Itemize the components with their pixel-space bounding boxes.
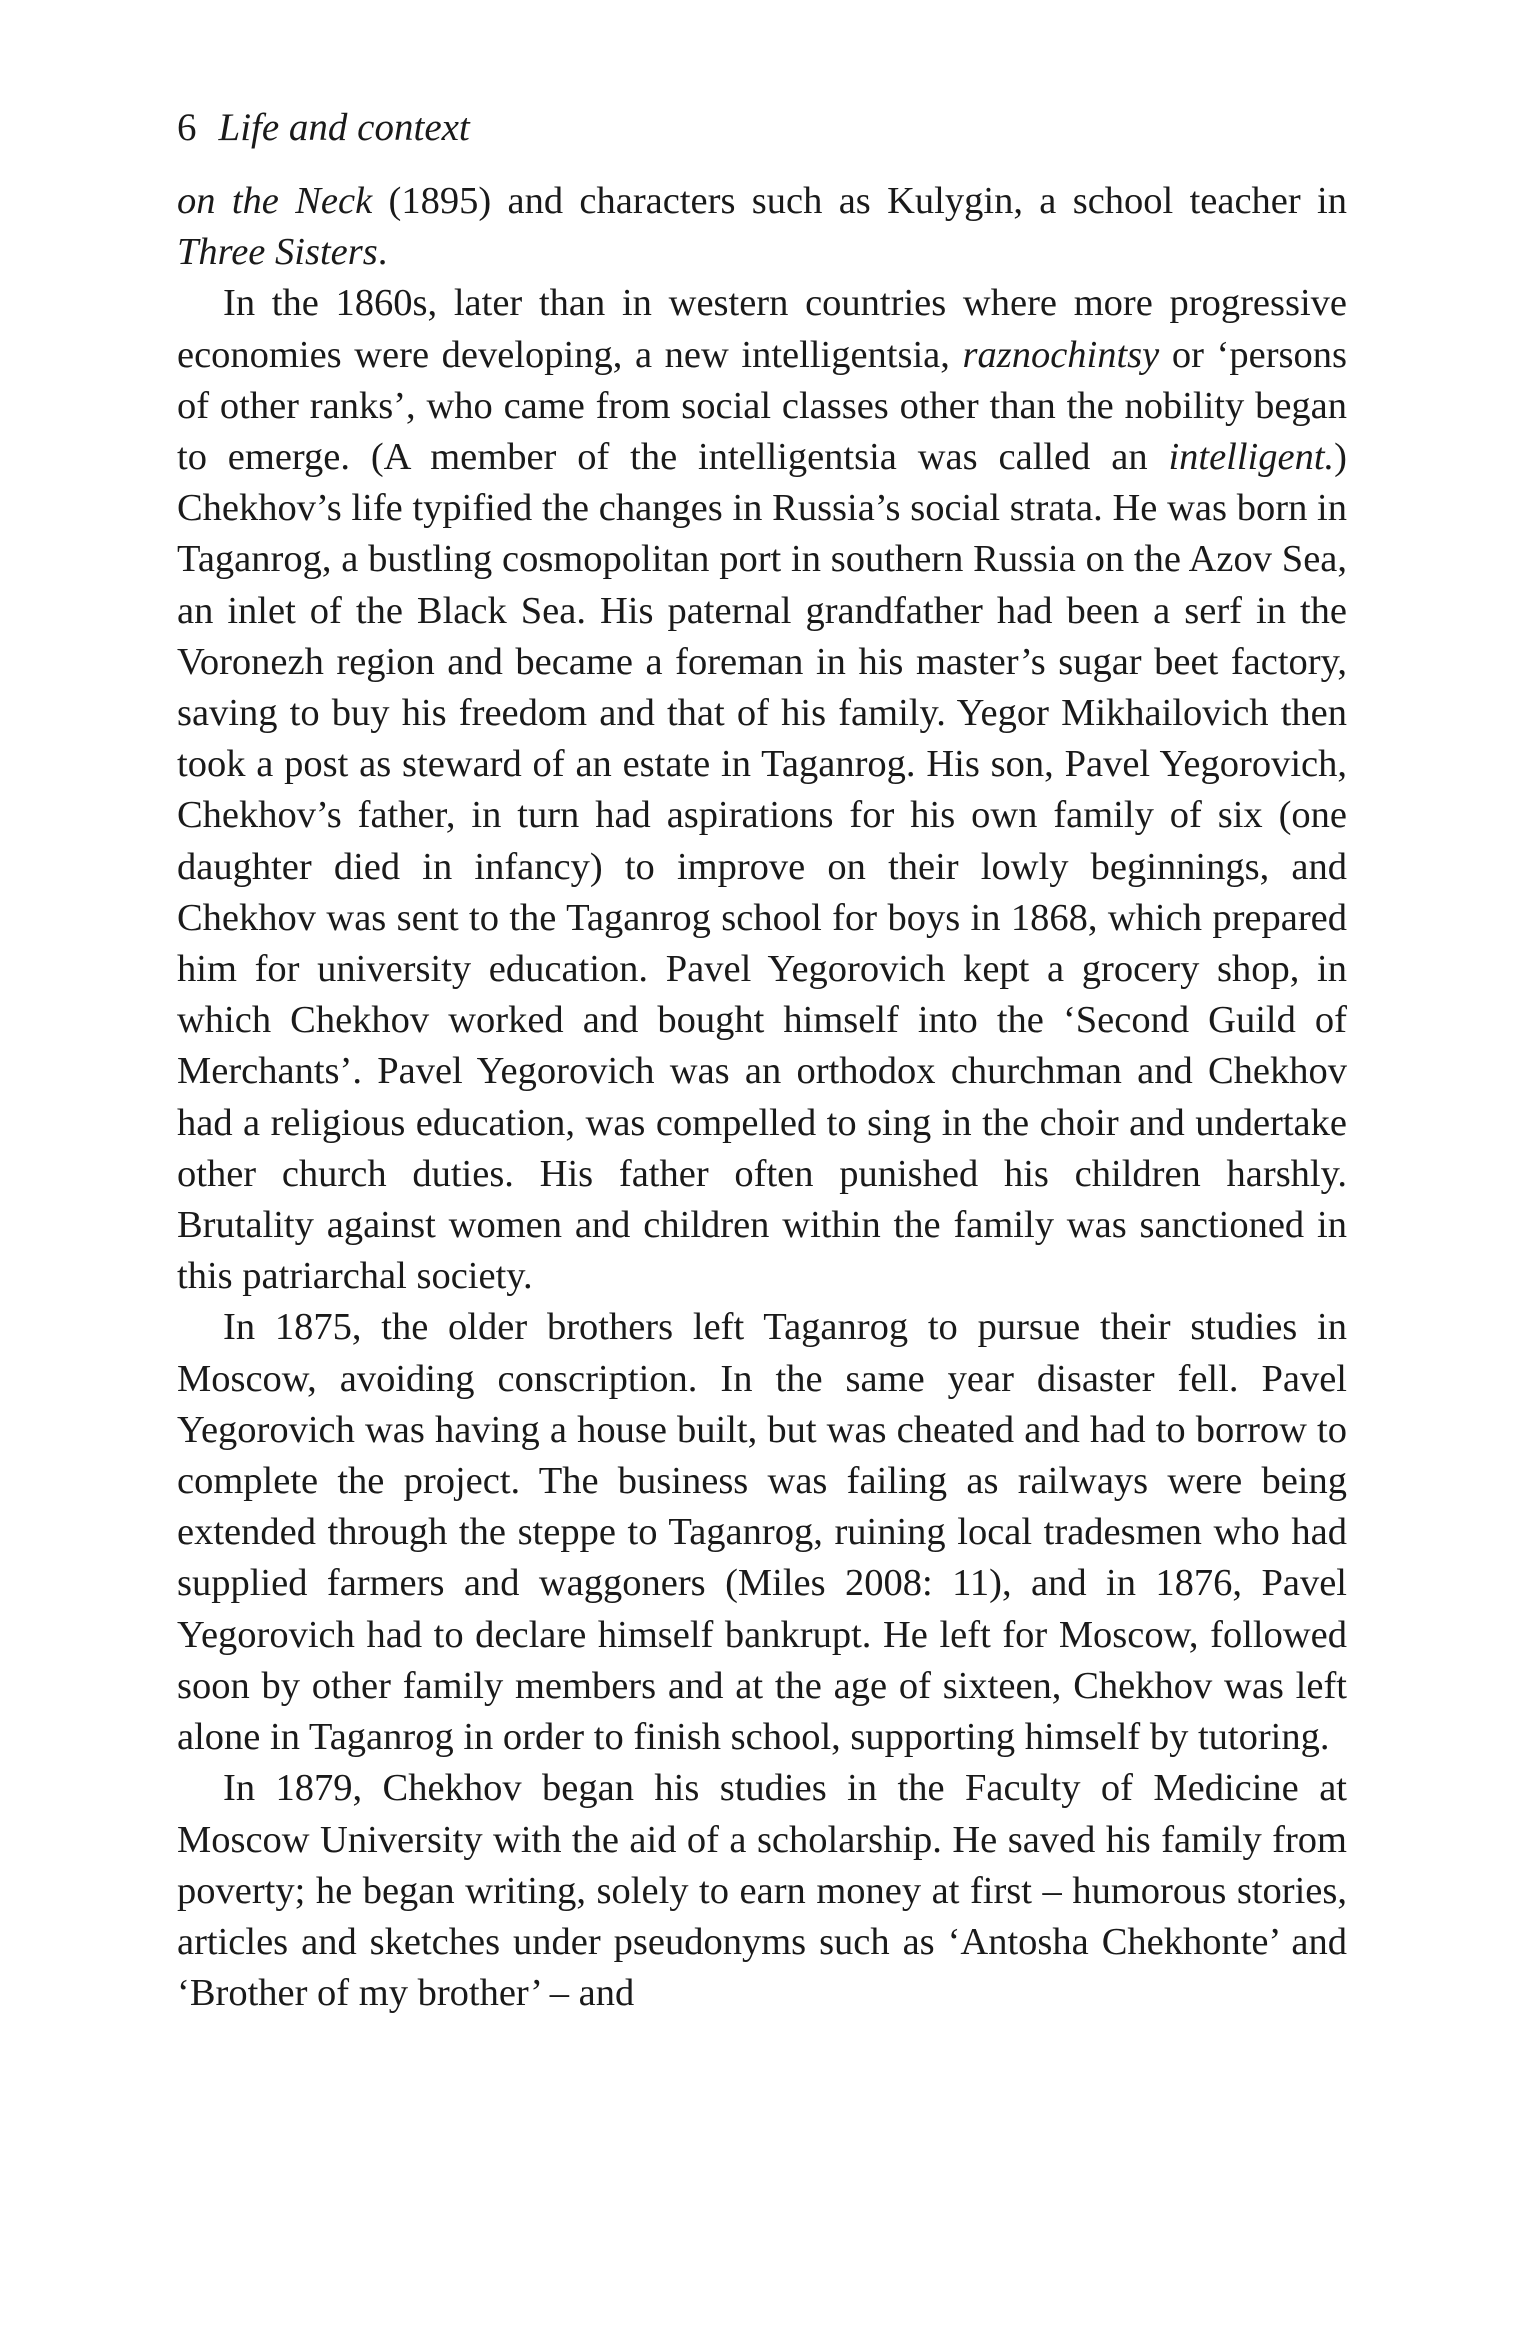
paragraph-1 (177, 176, 1347, 278)
paragraph-2 (177, 278, 1347, 1302)
body-text (177, 176, 1347, 2019)
paragraph-text: In 1879, Chekhov began his studies in the Faculty of Medicine at Moscow University with the aid of a scholarship. He saved his family from poverty; he began writing, solely to earn money at first – humorous stories, articles and sketches under pseudonyms such as ‘Antosha Chekhonte’ and ‘Brother of my brother’ – and (177, 1767, 1347, 2015)
title-three-sisters: Three Sisters (177, 231, 378, 274)
paragraph-text: ) Chekhov’s life typified the changes in Russia’s social strata. He was born in Taganrog, a bustling cosmopolitan port in southern Russia on the Azov Sea, an inlet of the Black Sea. His paternal grandfather had been a serf in the Voronezh region and became a foreman in his master’s sugar beet factory, saving to buy his freedom and that of his family. Yegor Mikhailovich then took a post as steward of an estate in Taganrog. His son, Pavel Yegorovich, Chekhov’s father, in turn had aspirations for his own family of six (one daughter died in infancy) to improve on their lowly beginnings, and Chekhov was sent to the Taganrog school for boys in 1868, which prepared him for university education. Pavel Yegorovich kept a grocery shop, in which Chekhov worked and bought himself into the ‘Second Guild of Merchants’. Pavel Yegorovich was an orthodox churchman and Chekhov had a religious education, was compelled to sing in the choir and undertake other church duties. His father often punished his children harshly. Brutality against women and children within the family was sanctioned in this patriarchal society. (177, 436, 1347, 1298)
paragraph-text: (1895) and characters such as Kulygin, a school teacher in (372, 180, 1347, 222)
book-page (177, 100, 1347, 2019)
title-on-the-neck: on the Neck (177, 180, 373, 222)
paragraph-text: In 1875, the older brothers left Taganrog to pursue their studies in Moscow, avoiding conscription. In the same year disaster fell. Pavel Yegorovich was having a house built, but was cheated and had to borrow to complete the project. The business was failing as railways were being extended through the steppe to Taganrog, ruining local tradesmen who had supplied farmers and waggoners (Miles 2008: 11), and in 1876, Pavel Yegorovich had to declare himself bankrupt. He left for Moscow, followed soon by other family members and at the age of sixteen, Chekhov was left alone in Taganrog in order to finish school, supporting himself by tutoring. (177, 1306, 1347, 1759)
running-head (177, 100, 1347, 156)
paragraph-text: or ‘persons of other ranks’, who came from social classes other than the nobility began to emerge. (A member of the intelligentsia was called an (177, 333, 1347, 479)
paragraph-text: In the 1860s, later than in western countries where more progressive economies were developing, a new intelligentsia, (177, 282, 1347, 376)
page-number: 6 (177, 106, 197, 149)
running-head-title: Life and context (218, 106, 470, 149)
term-intelligent: intelligent. (1168, 436, 1335, 479)
paragraph-text: . (377, 231, 388, 274)
paragraph-4 (177, 1763, 1347, 2019)
term-raznochintsy: raznochintsy (962, 333, 1160, 376)
paragraph-3 (177, 1302, 1347, 1763)
